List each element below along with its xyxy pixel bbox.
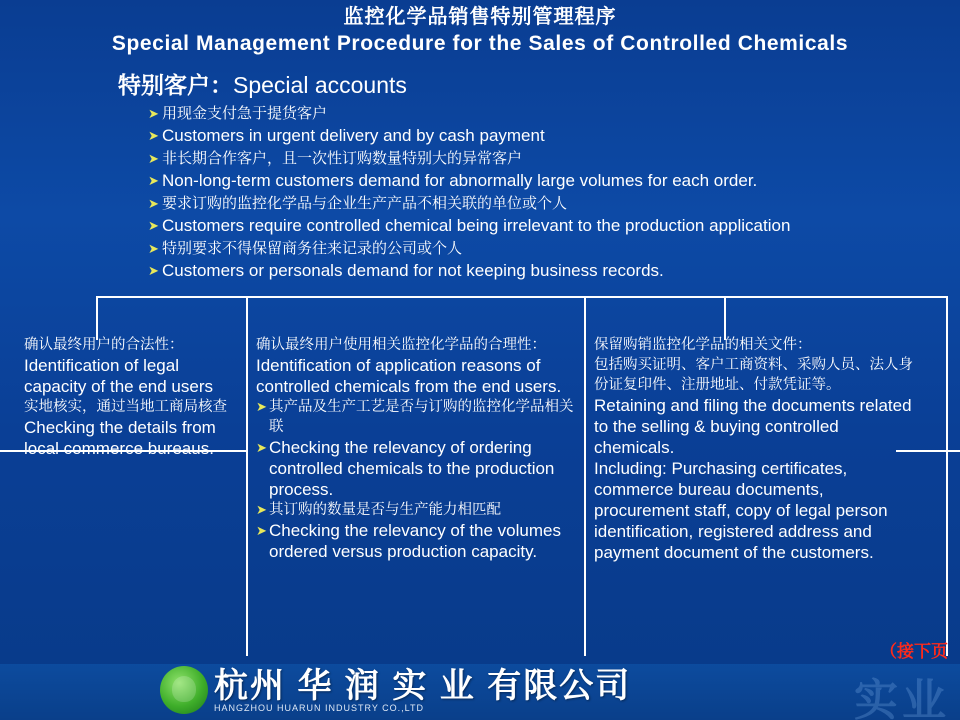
slide-title <box>0 4 960 58</box>
column-document-retention <box>594 335 914 563</box>
list-item-label: 非长期合作客户，且一次性订购数量特别大的异常客户 <box>162 150 523 167</box>
list-item <box>256 397 576 437</box>
arrow-bullet-icon: ➤ <box>256 523 267 538</box>
list-item <box>148 148 958 169</box>
company-logo <box>160 666 631 714</box>
company-name-cn: 杭州 华 润 实 业 有限公司 <box>214 667 632 705</box>
company-name-en: HANGZHOU HUARUN INDUSTRY CO.,LTD <box>214 703 425 713</box>
arrow-bullet-icon: ➤ <box>256 440 267 455</box>
list-item-label: Customers in urgent delivery and by cash payment <box>162 126 545 145</box>
column-application-reasons <box>256 335 576 562</box>
continued-note: （接下页 <box>880 642 948 661</box>
subtitle <box>118 70 407 100</box>
subtitle-chinese: 特别客户： <box>118 72 233 98</box>
list-item <box>148 259 958 283</box>
column-detail-en: Including: Purchasing certificates, commerce bureau documents, procurement staff, copy of legal person identification, registered address and payment document of the customers. <box>594 459 888 562</box>
arrow-bullet-icon: ➤ <box>256 502 267 517</box>
list-item-label: 用现金支付急于提货客户 <box>162 105 328 122</box>
arrow-bullet-icon: ➤ <box>148 173 159 188</box>
connector-horizontal <box>96 296 948 298</box>
arrow-bullet-icon: ➤ <box>148 241 159 256</box>
arrow-bullet-icon: ➤ <box>148 106 159 121</box>
column-detail-en: Checking the details from local commerce bureaus. <box>24 418 216 458</box>
arrow-bullet-icon: ➤ <box>148 218 159 233</box>
connector-branch-1 <box>96 296 98 340</box>
column-heading-cn: 保留购销监控化学品的相关文件： <box>594 337 812 353</box>
leaf-logo-icon <box>160 666 208 714</box>
list-item <box>148 238 958 259</box>
list-item-label: Checking the relevancy of ordering controlled chemicals to the production process. <box>269 438 555 499</box>
column-heading-en: Identification of legal capacity of the end users <box>24 356 214 396</box>
list-item <box>148 214 958 238</box>
column-heading-cn: 确认最终用户使用相关监控化学品的合理性： <box>256 337 546 353</box>
list-item-label: Checking the relevancy of the volumes ordered versus production capacity. <box>269 521 561 561</box>
list-item <box>148 124 958 148</box>
list-item-label: 特别要求不得保留商务往来记录的公司或个人 <box>162 240 463 257</box>
footer-watermark: 实业 <box>854 676 950 720</box>
list-item <box>256 500 576 520</box>
slide-footer <box>0 664 960 720</box>
column-heading-en: Identification of application reasons of controlled chemicals from the end users. <box>256 356 562 396</box>
column-heading-en: Retaining and filing the documents related to the selling & buying controlled chemicals. <box>594 396 912 457</box>
column-legal-capacity <box>24 335 242 459</box>
list-item-label: Customers require controlled chemical being irrelevant to the production application <box>162 216 791 235</box>
column-group <box>0 335 960 675</box>
list-item-label: 其订购的数量是否与生产能力相匹配 <box>269 502 501 518</box>
connector-branch-4 <box>724 296 726 340</box>
list-item <box>148 103 958 124</box>
arrow-bullet-icon: ➤ <box>148 263 159 278</box>
bullet-list <box>148 103 958 283</box>
list-item <box>256 437 576 500</box>
list-item <box>148 193 958 214</box>
arrow-bullet-icon: ➤ <box>148 128 159 143</box>
column-detail-cn: 实地核实，通过当地工商局核查 <box>24 399 227 415</box>
column-detail-cn: 包括购买证明、客户工商资料、采购人员、法人身份证复印件、注册地址、付款凭证等。 <box>594 357 913 393</box>
arrow-bullet-icon: ➤ <box>256 399 267 414</box>
column-heading-cn: 确认最终用户的合法性： <box>24 337 184 353</box>
list-item-label: Non-long-term customers demand for abnormally large volumes for each order. <box>162 171 758 190</box>
title-english: Special Management Procedure for the Sales of Controlled Chemicals <box>111 32 849 55</box>
arrow-bullet-icon: ➤ <box>148 151 159 166</box>
list-item-label: 要求订购的监控化学品与企业生产产品不相关联的单位或个人 <box>162 195 568 212</box>
list-item-label: 其产品及生产工艺是否与订购的监控化学品相关联 <box>269 399 574 435</box>
list-item-label: Customers or personals demand for not keeping business records. <box>162 261 664 280</box>
list-item <box>148 169 958 193</box>
subtitle-english: Special accounts <box>233 72 407 98</box>
list-item <box>256 520 576 562</box>
arrow-bullet-icon: ➤ <box>148 196 159 211</box>
title-chinese: 监控化学品销售特别管理程序 <box>343 6 617 28</box>
